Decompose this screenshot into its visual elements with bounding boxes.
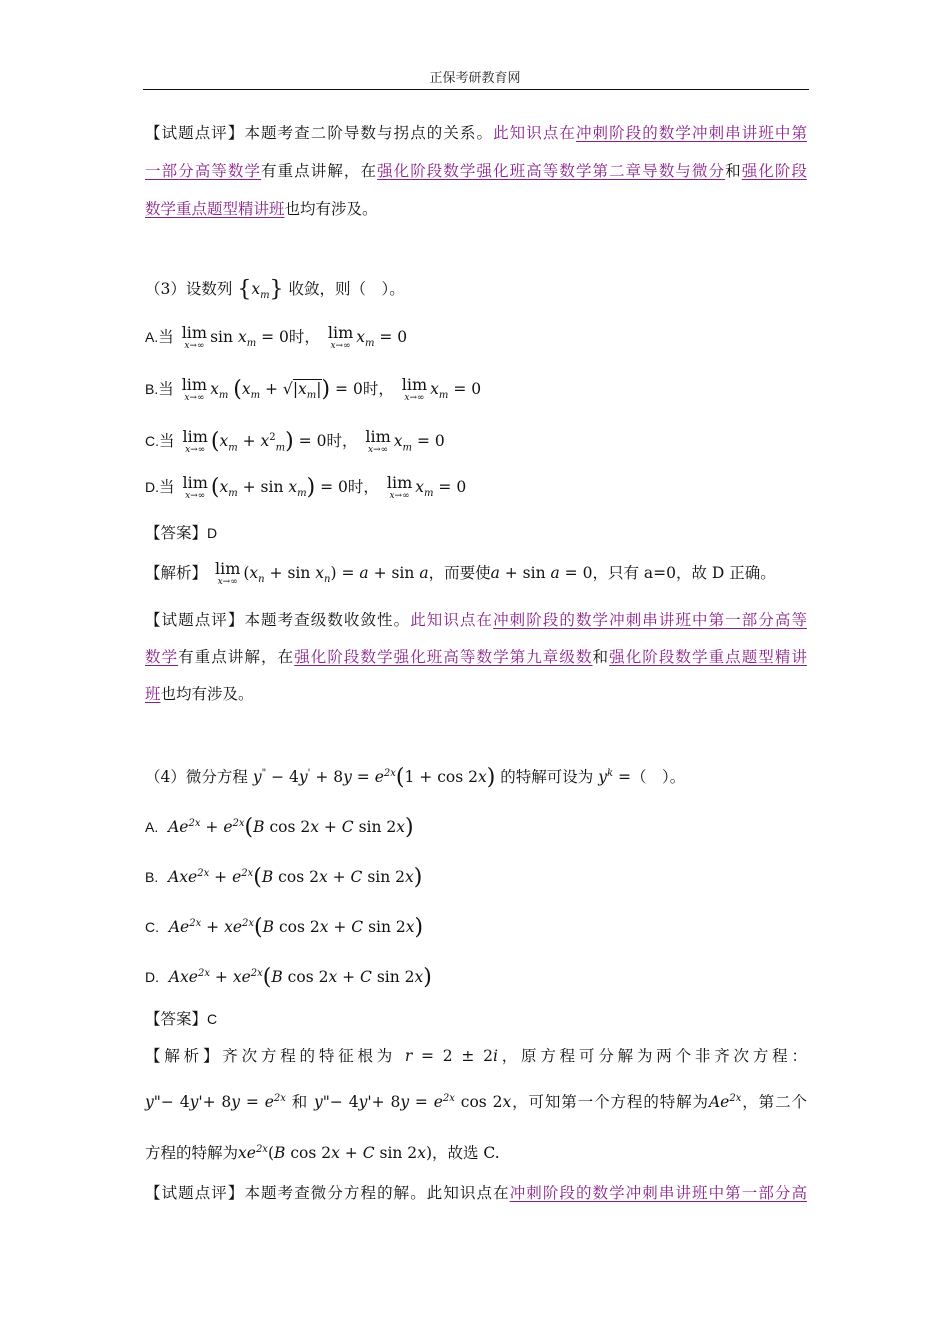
q4-option-d: D. $Axe^{2x} + xe^{2x}(B$ cos 2x + C sin 2x) (145, 965, 432, 991)
link-intensive-ch9[interactable]: 强化阶段数学强化班高等数学第九章级数 (294, 648, 593, 666)
q3-answer: 【答案】D (145, 524, 218, 542)
q4-analysis-line-1: 【解析】齐次方程的特征根为 r = 2 ± 2i，原方程可分解为两个非齐次方程： (145, 1047, 807, 1065)
q3-option-a: A.当 lim x→∞ $\sin x_m = 0$时， lim x→∞ $x_m = 0$ (145, 323, 408, 351)
link-sprint-course-q4[interactable]: 冲刺阶段的数学冲刺串讲班中第一部分高 (509, 1184, 807, 1202)
link-sprint-course-q3[interactable]: 冲刺阶段的数学冲刺串讲班中第一部分高等 (493, 611, 807, 629)
link-intensive-topics[interactable]: 强化阶段 (741, 162, 807, 180)
header-rule (143, 89, 809, 90)
link-intensive-topics-q3-cont[interactable]: 班 (145, 685, 161, 703)
q2-review-line-1: 【试题点评】本题考查二阶导数与拐点的关系。此知识点在冲刺阶段的数学冲刺串讲班中第 (145, 124, 807, 142)
link-sprint-course-q3-cont[interactable]: 数学 (145, 648, 179, 666)
q3-analysis: 【解析】 lim x→∞ $(x_n + \sin x_n) = a + \sin a$，而要使a + sin a = 0，只有 a=0，故 D 正确。 (145, 559, 776, 587)
link-sprint-course-cont[interactable]: 一部分高等数学 (145, 162, 262, 180)
q3-option-c: C.当 lim x→∞ $(x_m + x^2_m) = 0$时， lim x→∞ $x_m = 0$ (145, 427, 445, 456)
q3-review-line-1: 【试题点评】本题考查级数收敛性。此知识点在冲刺阶段的数学冲刺串讲班中第一部分高等 (145, 611, 807, 629)
page-header: 正保考研教育网 (429, 71, 521, 86)
q4-analysis-line-3: 方程的特解为$xe^{2x}(B$ cos 2x + C sin 2x)，故选 C. (145, 1144, 500, 1163)
q4-option-c: C. $Ae^{2x} + xe^{2x}(B$ cos 2x + C sin 2x) (145, 915, 424, 941)
q4-review-line-1: 【试题点评】本题考查微分方程的解。此知识点在冲刺阶段的数学冲刺串讲班中第一部分高 (145, 1184, 807, 1202)
link-intensive-ch2[interactable]: 强化阶段数学强化班高等数学第二章导数与微分 (377, 162, 726, 180)
q4-option-b: B. $Axe^{2x} + e^{2x}(B$ cos 2x + C sin 2x) (145, 865, 423, 891)
q3-stem: （3）设数列 $\{x_m\}$ 收敛，则（ ）。 (145, 277, 405, 302)
q2-review-line-2: 一部分高等数学有重点讲解，在强化阶段数学强化班高等数学第二章导数与微分和强化阶段 (145, 162, 807, 180)
q3-review-line-3: 班也均有涉及。 (145, 685, 254, 703)
q3-option-d: D.当 lim x→∞ $(x_m + \sin x_m) = 0$时， lim x→∞ $x_m = 0$ (145, 473, 467, 501)
q4-answer: 【答案】C (145, 1010, 218, 1028)
link-intensive-topics-cont[interactable]: 数学重点题型精讲班 (145, 200, 285, 218)
link-sprint-course[interactable]: 冲刺阶段的数学冲刺串讲班中第 (575, 124, 807, 142)
q3-review-line-2: 数学有重点讲解，在强化阶段数学强化班高等数学第九章级数和强化阶段数学重点题型精讲 (145, 648, 807, 666)
q3-option-b: B.当 lim x→∞ $x_m$ $(x_m + √|x_m|) = 0$时， lim x→∞ $x_m = 0$ (145, 375, 482, 403)
q2-review-line-3: 数学重点题型精讲班也均有涉及。 (145, 200, 378, 218)
link-intensive-topics-q3[interactable]: 强化阶段数学重点题型精讲 (609, 648, 807, 666)
q4-analysis-line-2: y"− $4y'+ 8y = e^{2x}$ 和 y"− $4y'+ 8y = e^{2x}$ cos 2x，可知第一个方程的特解为$Ae^{2x}$，第二个 (145, 1093, 807, 1112)
q4-option-a: A. $Ae^{2x} + e^{2x}(B$ cos 2x + C sin 2x) (145, 815, 414, 841)
q4-stem: （4）微分方程 $y^" - 4y' + 8y = e^{2x}(1 + \cos 2x)$ 的特解可设为 $y^k$ =（ ）。 (145, 765, 686, 791)
